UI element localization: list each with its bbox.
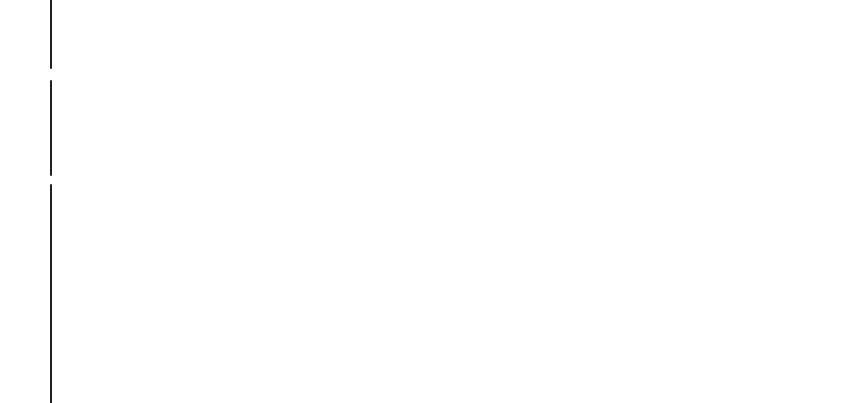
section-3-box [50,0,52,69]
section-4-number [51,133,52,144]
section-3-number-column [51,0,52,68]
section-4-box [50,80,52,176]
section-5-number-column [51,201,52,403]
section-5-box [50,184,52,403]
section-4-number-column [51,97,52,175]
section-4-header [51,81,52,97]
section-5-header [51,185,52,201]
section-5-number [51,330,52,341]
